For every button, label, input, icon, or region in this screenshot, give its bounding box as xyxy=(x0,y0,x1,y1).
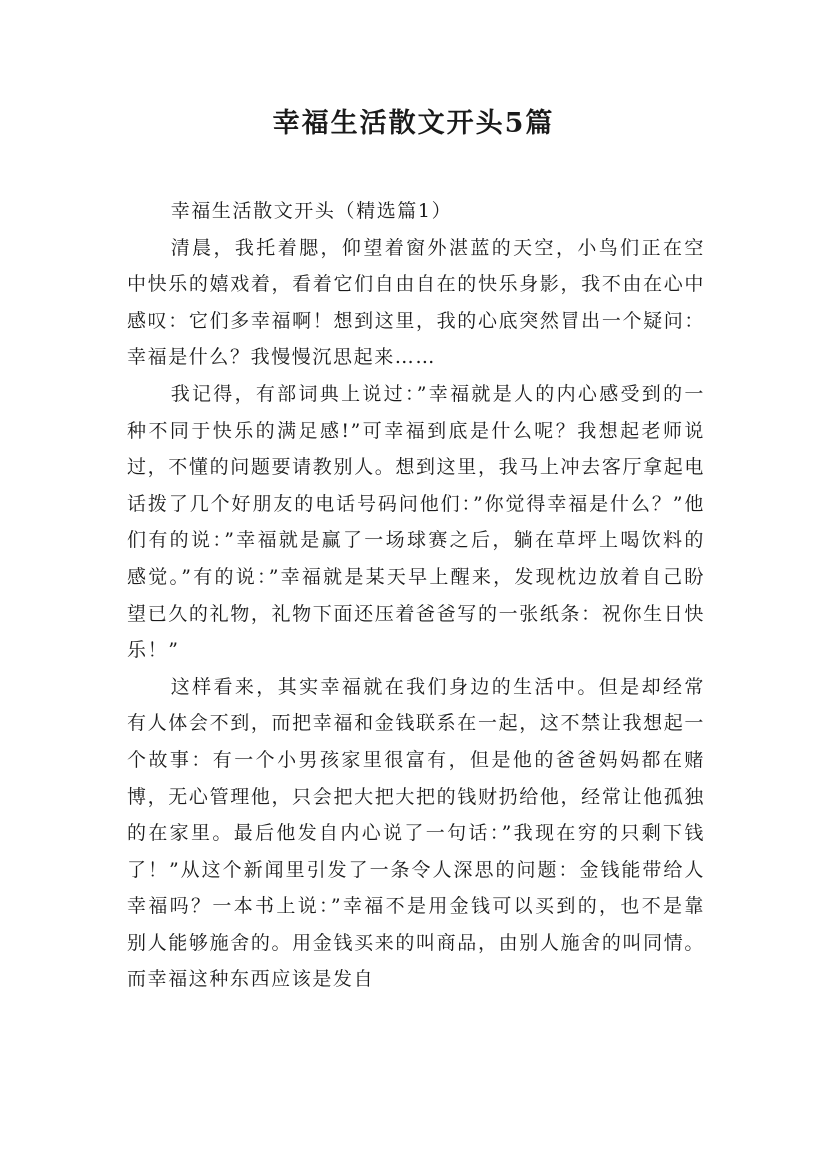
document-body xyxy=(127,193,705,998)
paragraph: 这样看来，其实幸福就在我们身边的生活中。但是却经常有人体会不到，而把幸福和金钱联系在一起，这不禁让我想起一个故事：有一个小男孩家里很富有，但是他的爸爸妈妈都在赌博，无心管理他，只会把大把大把的钱财扔给他，经常让他孤独的在家里。最后他发自内心说了一句话：”我现在穷的只剩下钱了！”从这个新闻里引发了一条令人深思的问题：金钱能带给人幸福吗？一本书上说：”幸福不是用金钱可以买到的，也不是靠别人能够施舍的。用金钱买来的叫商品，由别人施舍的叫同情。而幸福这种东西应该是发自 xyxy=(127,675,705,991)
paragraph: 我记得，有部词典上说过：”幸福就是人的内心感受到的一种不同于快乐的满足感!”可幸福到底是什么呢？我想起老师说过，不懂的问题要请教别人。想到这里，我马上冲去客厅拿起电话拨了几个好朋友的电话号码问他们：”你觉得幸福是什么？”他们有的说：”幸福就是赢了一场球赛之后，躺在草坪上喝饮料的感觉。”有的说：”幸福就是某天早上醒来，发现枕边放着自己盼望已久的礼物，礼物下面还压着爸爸写的一张纸条：祝你生日快乐！” xyxy=(127,382,705,662)
section-heading: 幸福生活散文开头（精选篇1） xyxy=(170,200,453,222)
document-title: 幸福生活散文开头5篇 xyxy=(272,108,555,139)
paragraph: 清晨，我托着腮，仰望着窗外湛蓝的天空，小鸟们正在空中快乐的嬉戏着，看着它们自由自在的快乐身影，我不由在心中感叹：它们多幸福啊！想到这里，我的心底突然冒出一个疑问：幸福是什么？我慢慢沉思起来…… xyxy=(127,236,705,369)
